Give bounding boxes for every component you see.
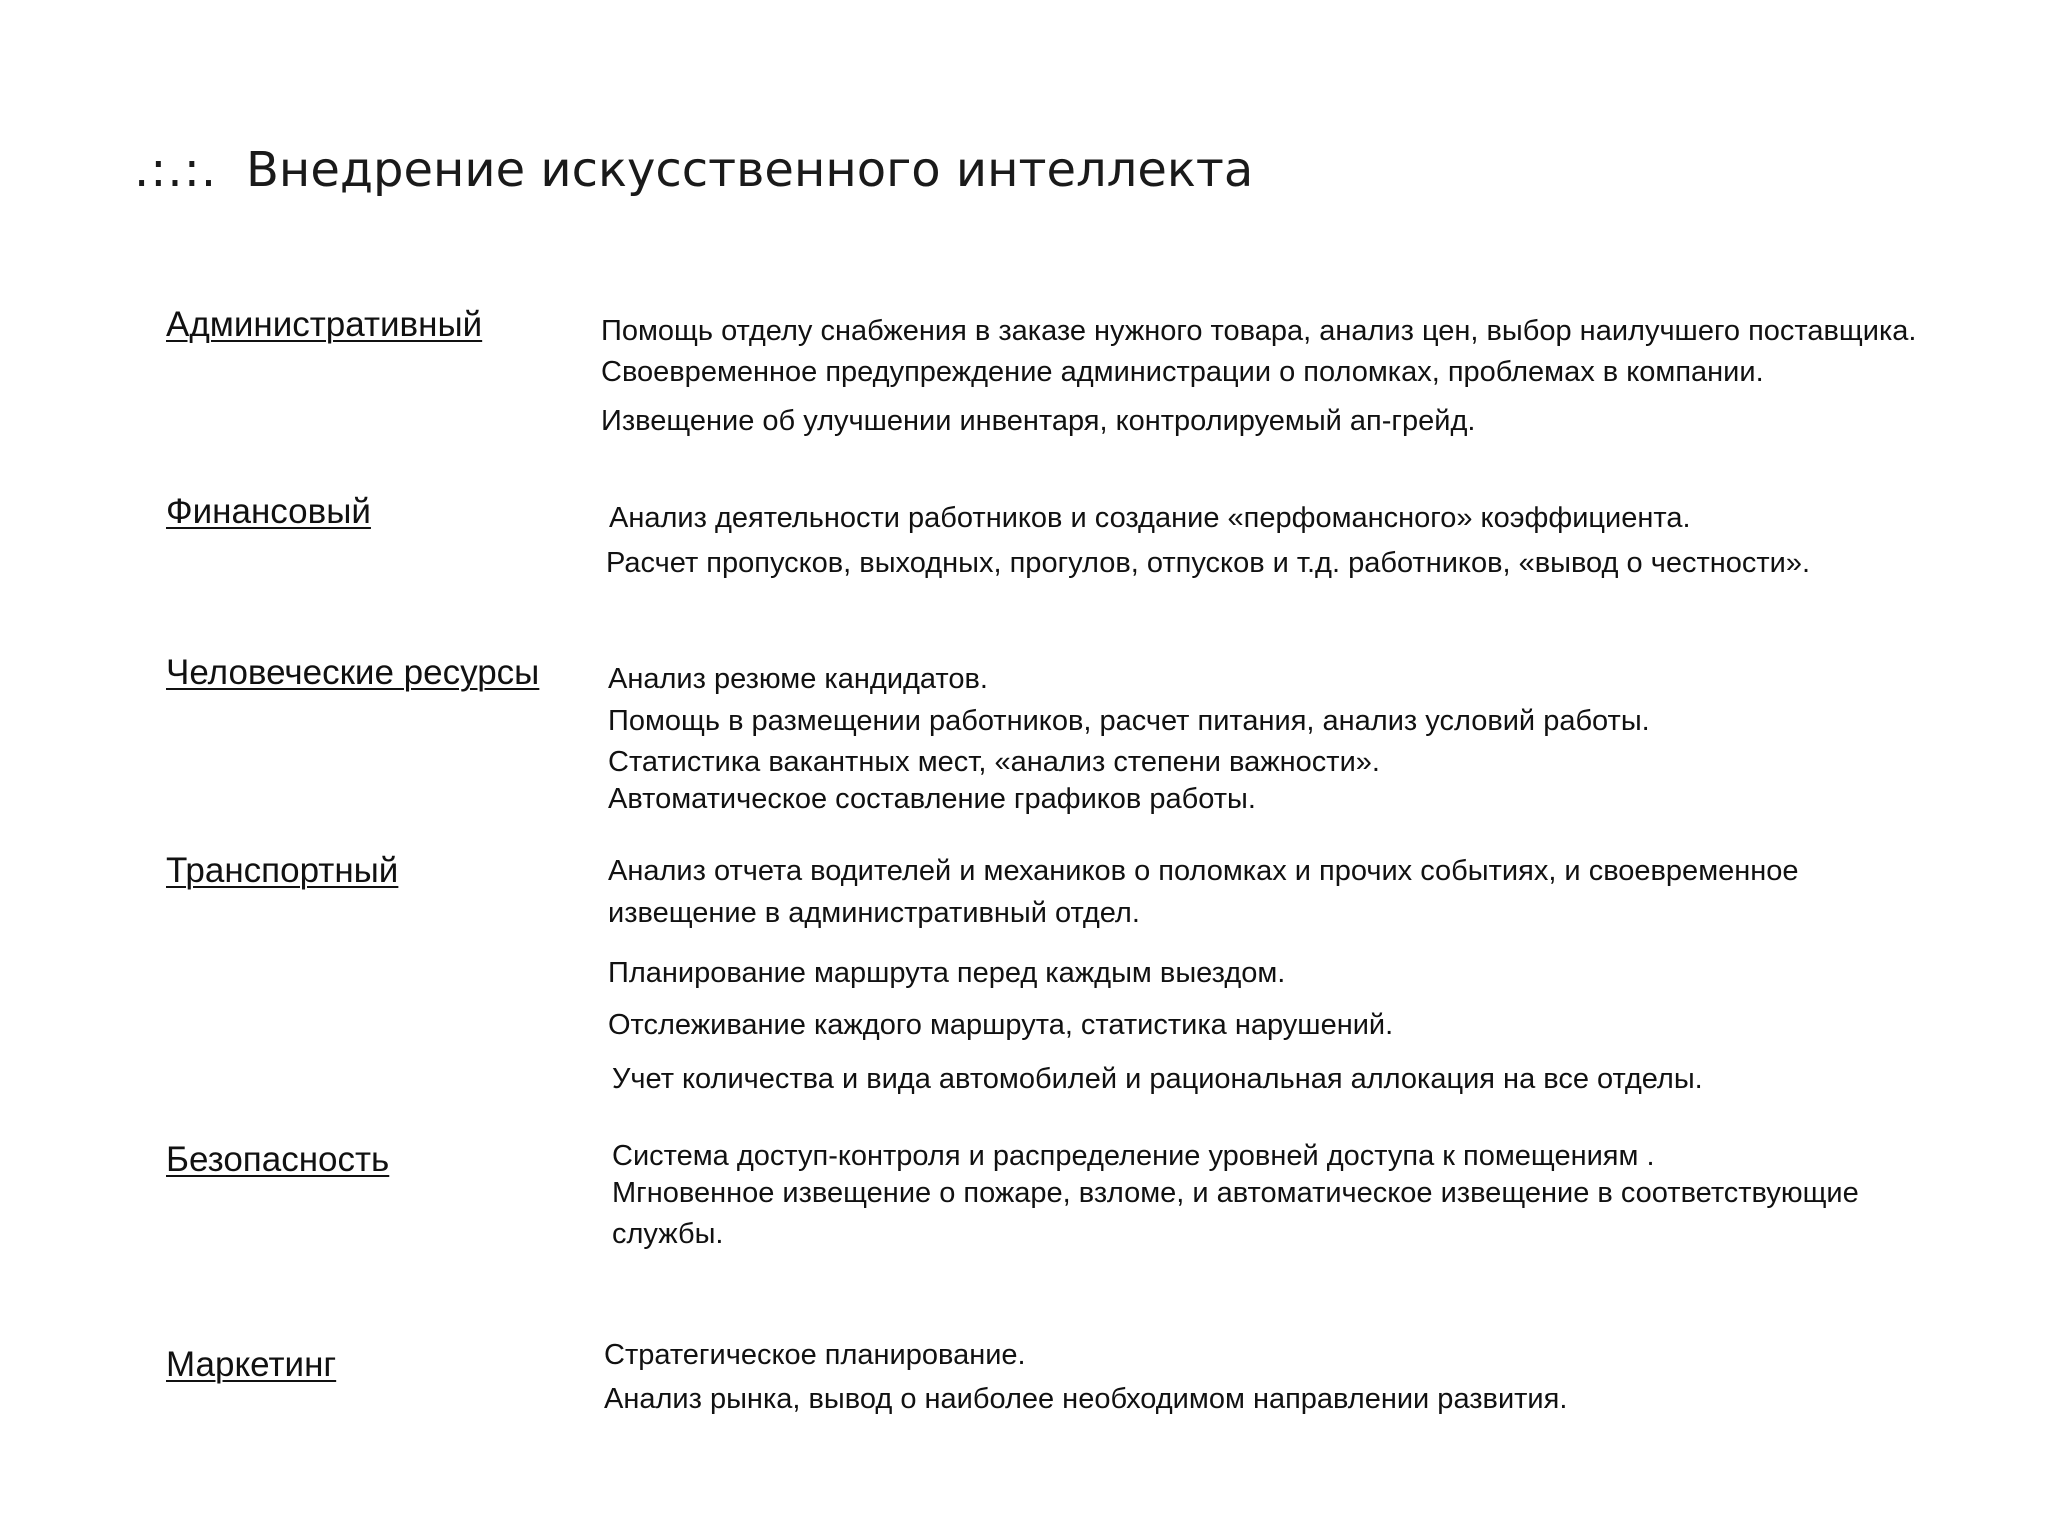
section-line: Отслеживание каждого маршрута, статистика нарушений. [608,1009,1394,1041]
section-heading-financial: Финансовый [166,492,371,531]
section-line: Помощь в размещении работников, расчет питания, анализ условий работы. [608,705,1650,737]
section-heading-transport: Транспортный [166,851,399,890]
section-line: Мгновенное извещение о пожаре, взломе, и автоматическое извещение в соответствующие [612,1177,1859,1209]
section-heading-administrative: Административный [166,305,483,344]
section-heading-security: Безопасность [166,1140,390,1179]
section-line: Анализ рынка, вывод о наиболее необходимом направлении развития. [604,1383,1568,1415]
section-heading-marketing: Маркетинг [166,1345,337,1384]
section-heading-human-resources: Человеческие ресурсы [166,653,540,692]
section-line: Извещение об улучшении инвентаря, контролируемый ап-грейд. [601,405,1476,437]
section-line: извещение в административный отдел. [608,897,1140,929]
section-line: Помощь отделу снабжения в заказе нужного товара, анализ цен, выбор наилучшего поставщика. [601,315,1917,347]
section-line: Стратегическое планирование. [604,1339,1026,1371]
slide-title [134,138,1253,202]
title-text: Внедрение искусственного интеллекта [246,142,1254,198]
title-marker: .:.:. [134,142,218,198]
section-line: Автоматическое составление графиков работы. [608,783,1256,815]
section-line: Статистика вакантных мест, «анализ степени важности». [608,746,1380,778]
section-line: Анализ резюме кандидатов. [608,663,988,695]
section-line: Учет количества и вида автомобилей и рациональная аллокация на все отделы. [612,1063,1703,1095]
section-line: Система доступ-контроля и распределение уровней доступа к помещениям . [612,1140,1655,1172]
section-line: Анализ деятельности работников и создание «перфомансного» коэффициента. [609,502,1691,534]
section-line: Планирование маршрута перед каждым выездом. [608,957,1286,989]
section-line: службы. [612,1218,724,1250]
section-line: Своевременное предупреждение администрации о поломках, проблемах в компании. [601,356,1764,388]
section-line: Анализ отчета водителей и механиков о поломках и прочих событиях, и своевременное [608,855,1799,887]
section-line: Расчет пропусков, выходных, прогулов, отпусков и т.д. работников, «вывод о честности». [606,547,1811,579]
